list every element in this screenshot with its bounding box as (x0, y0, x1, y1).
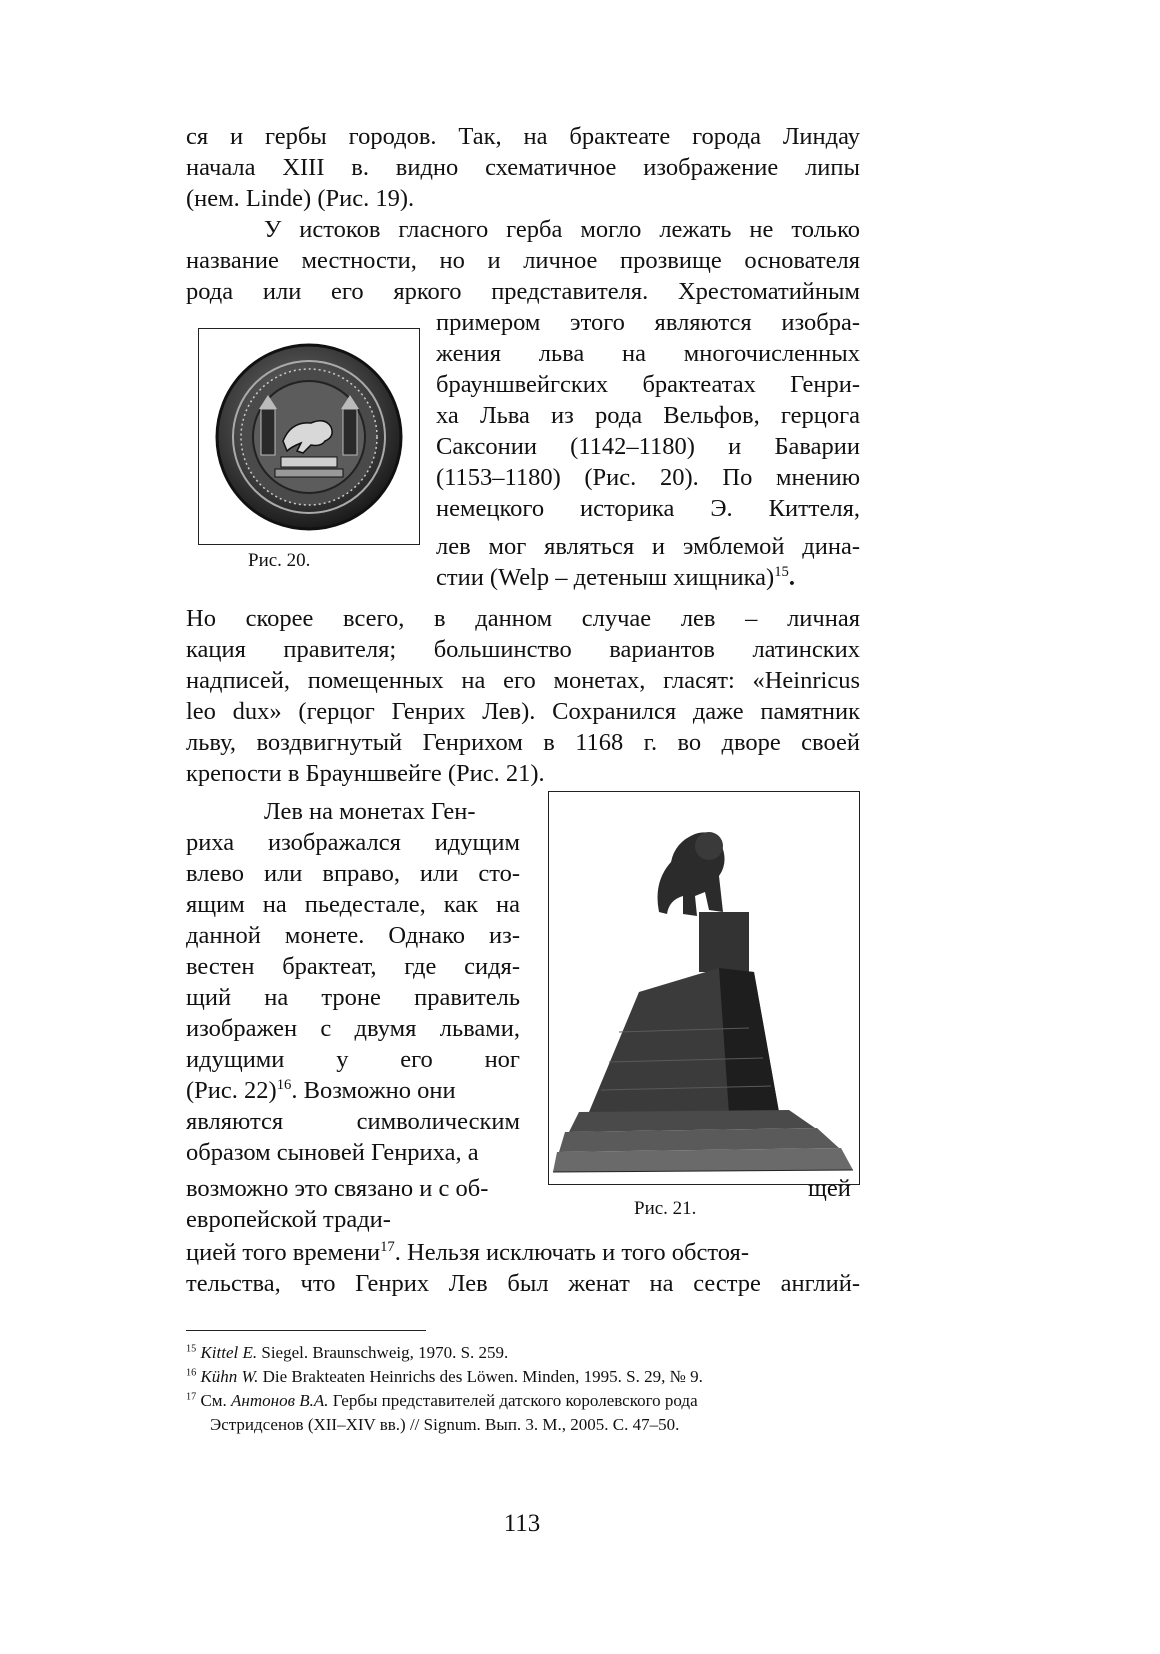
footnote (186, 1390, 698, 1412)
text-line: У истоков гласного герба могло лежать не только (264, 216, 860, 243)
text-line: ящим на пьедестале, как на (186, 891, 520, 918)
figure-20-caption: Рис. 20. (248, 550, 311, 571)
text-line: кация правителя; большинство вариантов латинских (186, 636, 860, 663)
footnote-number: 16 (186, 1367, 197, 1379)
text-line: (нем. Linde) (Рис. 19). (186, 185, 415, 212)
text-line: щей (808, 1175, 851, 1202)
text-line (186, 1075, 520, 1106)
footnote-ref: 17 (380, 1238, 395, 1255)
text-fragment: . Нельзя исключать и того обстоя- (394, 1239, 749, 1266)
footnote-number: 15 (186, 1343, 197, 1355)
text-line: рода или его яркого представителя. Хрестоматийным (186, 278, 860, 305)
text-line: ся и гербы городов. Так, на брактеате города Линдау (186, 123, 860, 150)
text-line: брауншвейгских брактеатах Генри- (436, 371, 860, 398)
footnote-author: Kittel E. (200, 1343, 258, 1362)
text-line: leo dux» (герцог Генрих Лев). Сохранился даже памятник (186, 698, 860, 725)
text-line: примером этого являются изобра- (436, 309, 860, 336)
text-line: идущими у его ног (186, 1046, 520, 1073)
footnote-text: Siegel. Braunschweig, 1970. S. 259. (257, 1343, 509, 1362)
text-fragment: стии (Welp – детеныш хищника) (436, 564, 775, 591)
footnote-author: Kühn W. (200, 1367, 259, 1386)
footnote (186, 1342, 508, 1364)
footnote-text: Die Brakteaten Heinrichs des Löwen. Minden, 1995. S. 29, № 9. (258, 1367, 703, 1386)
figure-21-caption: Рис. 21. (634, 1198, 697, 1219)
text-line: (1153–1180) (Рис. 20). По мнению (436, 464, 860, 491)
text-fragment: . (788, 564, 795, 591)
text-line: влево или вправо, или сто- (186, 860, 520, 887)
text-fragment: цией того времени (186, 1239, 381, 1266)
text-line: Но скорее всего, в данном случае лев – личная (186, 605, 860, 632)
text-line: ха Льва из рода Вельфов, герцога (436, 402, 860, 429)
coin-image (199, 329, 419, 544)
page-number: 113 (503, 1510, 541, 1537)
text-line: являются символическим (186, 1108, 520, 1135)
footnote-text: Гербы представителей датского королевского рода (328, 1391, 698, 1410)
text-fragment: . Возможно они (291, 1077, 456, 1104)
text-line: надписей, помещенных на его монетах, гласят: «Heinricus (186, 667, 860, 694)
footnote (186, 1366, 703, 1388)
text-line: название местности, но и личное прозвище основателя (186, 247, 860, 274)
text-line: возможно это связано и с об- (186, 1175, 489, 1202)
text-line: европейской тради- (186, 1206, 391, 1233)
figure-lion-monument (548, 791, 860, 1185)
monument-image (549, 792, 859, 1184)
text-line: образом сыновей Генриха, а (186, 1139, 479, 1166)
text-line (436, 562, 795, 593)
footnote-prefix: См. (200, 1391, 232, 1410)
text-line: тельства, что Генрих Лев был женат на сестре англий- (186, 1270, 860, 1297)
footnote-ref: 15 (774, 563, 789, 580)
footnote-separator (186, 1330, 426, 1331)
text-line: риха изображался идущим (186, 829, 520, 856)
text-fragment: (Рис. 22) (186, 1077, 277, 1104)
text-line: Саксонии (1142–1180) и Баварии (436, 433, 860, 460)
footnote-number: 17 (186, 1391, 197, 1403)
text-line: изображен с двумя львами, (186, 1015, 520, 1042)
text-line (186, 1237, 860, 1268)
text-line: лев мог являться и эмблемой дина- (436, 533, 860, 560)
figure-bracteate-coin (198, 328, 420, 545)
footnote-author: Антонов В.А. (231, 1391, 329, 1410)
text-line: вестен брактеат, где сидя- (186, 953, 520, 980)
footnote-ref: 16 (276, 1076, 292, 1093)
text-line: начала XIII в. видно схематичное изображение липы (186, 154, 860, 181)
text-line: немецкого историка Э. Киттеля, (436, 495, 860, 522)
text-line: жения льва на многочисленных (436, 340, 860, 367)
text-line: льву, воздвигнутый Генрихом в 1168 г. во дворе своей (186, 729, 860, 756)
footnote-continuation: Эстридсенов (XII–XIV вв.) // Signum. Вып. 3. М., 2005. С. 47–50. (210, 1415, 680, 1434)
text-line: щий на троне правитель (186, 984, 520, 1011)
text-line: крепости в Брауншвейге (Рис. 21). (186, 760, 545, 787)
text-line: данной монете. Однако из- (186, 922, 520, 949)
text-line: Лев на монетах Ген- (264, 798, 476, 825)
